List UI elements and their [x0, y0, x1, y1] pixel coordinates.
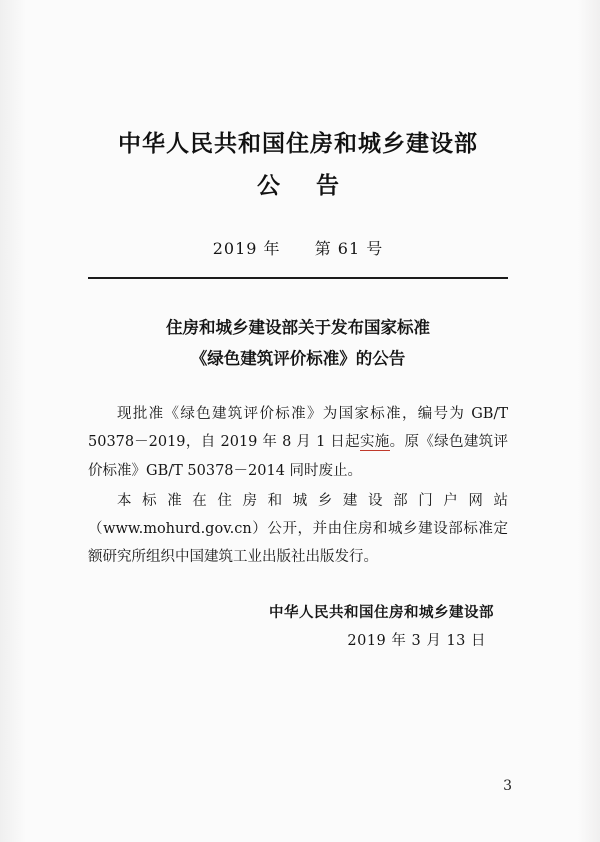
signature-block [88, 598, 508, 656]
page-content [88, 0, 508, 656]
paragraph-1-segment-2-highlighted: 实施 [359, 434, 390, 451]
body-paragraph-1 [88, 400, 508, 485]
page-number: 3 [503, 778, 512, 794]
issue-year: 2019 年 [212, 239, 281, 259]
issue-line [88, 236, 508, 259]
paragraph-1-segment-1: 现批准《绿色建筑评价标准》为国家标准，编号为 GB/T 50378－2019，自 2019 年 8 月 1 日起 [88, 406, 508, 451]
paragraph-1-segment-3: 。原《绿色建筑评价标准》GB/T 50378－2014 同时废止。 [88, 434, 509, 479]
issue-number: 第 61 号 [314, 239, 384, 259]
masthead-title: 中华人民共和国住房和城乡建设部 [118, 130, 478, 157]
masthead-subtitle: 公 告 [256, 172, 353, 200]
announcement-body [88, 400, 508, 572]
horizontal-rule [88, 277, 508, 279]
announcement-title-line1: 住房和城乡建设部关于发布国家标准 [166, 318, 430, 338]
body-paragraph-2: 本标准在住房和城乡建设部门户网站（www.mohurd.gov.cn）公开，并由住房和城乡建设部标准定额研究所组织中国建筑工业出版社出版发行。 [88, 492, 508, 566]
signer-name: 中华人民共和国住房和城乡建设部 [269, 603, 494, 621]
announcement-title-line2: 《绿色建筑评价标准》的公告 [190, 348, 406, 368]
signature-date: 2019 年 3 月 13 日 [347, 632, 486, 649]
announcement-title [88, 313, 508, 374]
